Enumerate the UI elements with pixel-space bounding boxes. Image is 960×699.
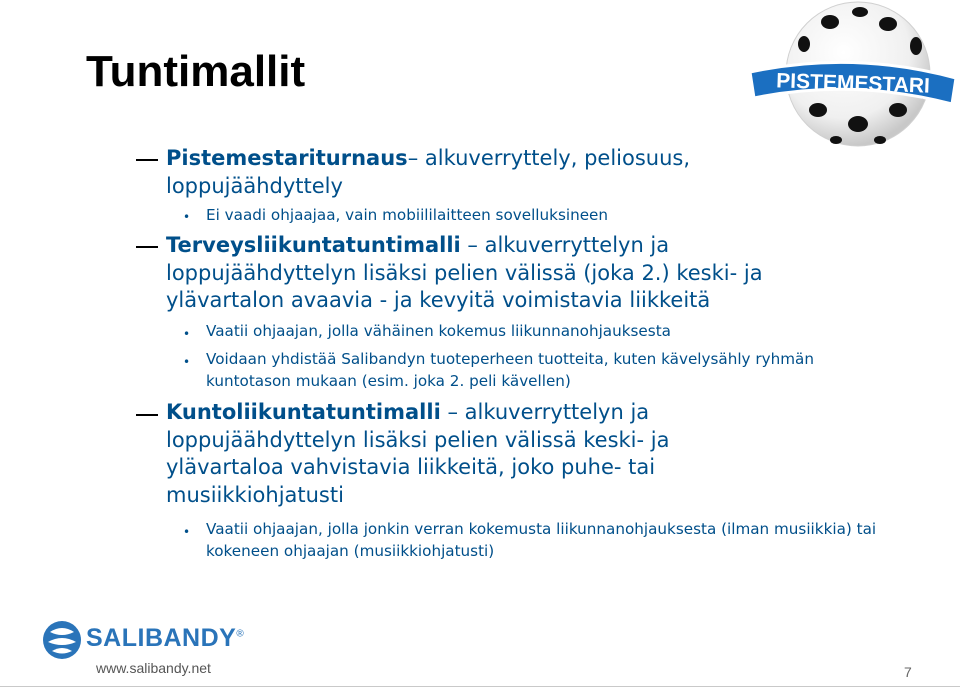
salibandy-brand: SALIBANDY® — [86, 624, 245, 652]
list-item: Pistemestariturnaus– alkuverryttely, peliosuus, loppujäähdyttely — [166, 146, 691, 198]
page-number: 7 — [904, 664, 912, 680]
sub-item: Voidaan yhdistää Salibandyn tuoteperheen tuotteita, kuten kävelysähly ryhmän kuntotason mukaan (esim. joka 2. peli kävellen) — [206, 350, 814, 390]
footer-url: www.salibandy.net — [96, 660, 211, 676]
bullet-icon: • — [183, 327, 191, 341]
list-item: Kuntoliikuntatuntimalli – alkuverryttelyn ja loppujäähdyttelyn lisäksi pelien välissä keski- ja ylävartaloa vahvistavia liikkeitä, joko puhe- tai musiikkiohjatusti — [166, 400, 670, 507]
list-item: Terveysliikuntatuntimalli – alkuverryttelyn ja loppujäähdyttelyn lisäksi pelien välissä (joka 2.) keski- ja ylävartalon avaavia - ja kevyitä voimistavia liikkeitä — [166, 233, 763, 312]
dash-marker — [136, 414, 158, 416]
bullet-icon: • — [183, 525, 191, 539]
page-title: Tuntimallit — [86, 47, 306, 96]
pistemestari-logo — [748, 0, 958, 160]
svg-text:PISTEMESTARI: PISTEMESTARI — [775, 69, 931, 98]
dash-marker — [136, 159, 158, 161]
footer-divider — [0, 686, 960, 687]
sub-item: Vaatii ohjaajan, jolla vähäinen kokemus liikunnanohjauksesta — [206, 322, 671, 340]
sub-item: Ei vaadi ohjaajaa, vain mobiililaitteen sovelluksineen — [206, 206, 609, 224]
bullet-icon: • — [183, 355, 191, 369]
dash-marker — [136, 246, 158, 248]
sub-item: Vaatii ohjaajan, jolla jonkin verran kokemusta liikunnanohjauksesta (ilman musiikkia) tai kokeneen ohjaajan (musiikkiohjatusti) — [206, 520, 877, 560]
bullet-icon: • — [183, 210, 191, 224]
